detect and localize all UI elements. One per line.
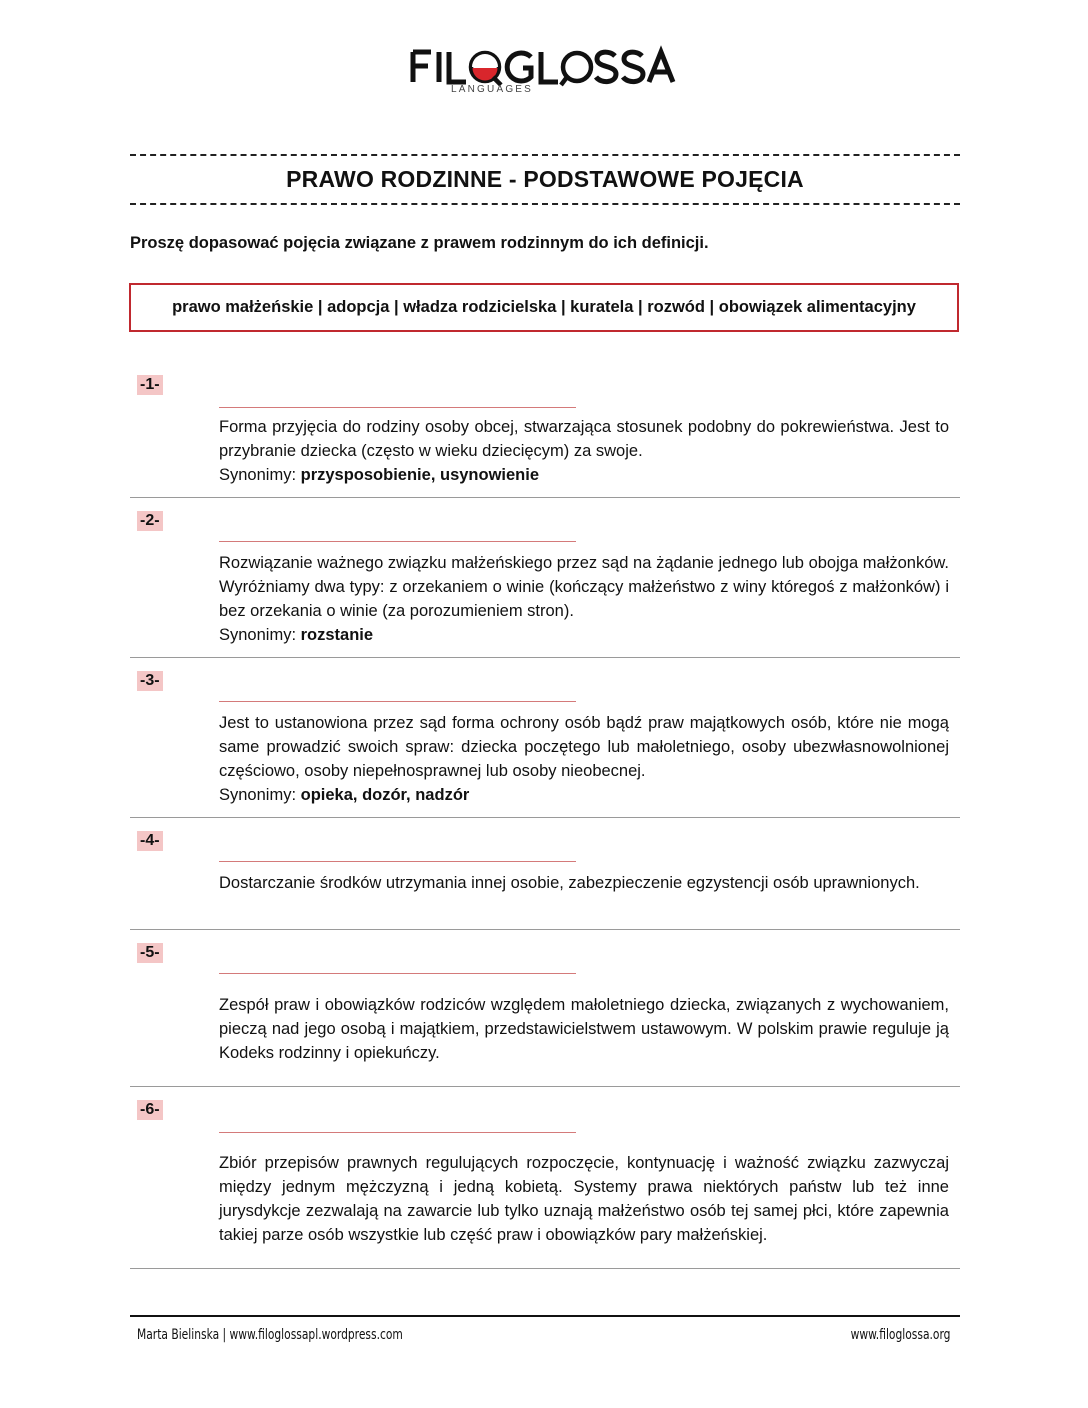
exercise-item-2: [130, 503, 960, 658]
item-definition: Jest to ustanowiona przez sąd forma ochrony osób bądź praw majątkowych osób, które nie mogą same prowadzić swoich spraw: dziecka poczętego lub małoletniego, osoby ubezwłasnowolnionej częściowo, osoby niepełnosprawnej lub osoby nieobecnej.: [219, 714, 949, 780]
item-number: -6-: [137, 1100, 163, 1120]
word-bank: [129, 283, 959, 332]
page-title: PRAWO RODZINNE - PODSTAWOWE POJĘCIA: [286, 166, 804, 192]
footer-author[interactable]: Marta Bielinska | www.filoglossapl.wordpress.com: [137, 1327, 403, 1343]
item-definition: Zbiór przepisów prawnych regulujących rozpoczęcie, kontynuację i ważność związku zazwyczaj między jednym mężczyzną i jedną kobietą. Systemy prawa niektórych państw lub też inne jurysdykcje zezwalają na zawarcie lub tylko uznają małżeństwo osób tej samej płci, które zapewnia takiej parze osób wszystkie lub część praw i obowiązków pary małżeńskiej.: [219, 1154, 949, 1244]
word-bank-text: prawo małżeńskie | adopcja | władza rodzicielska | kuratela | rozwód | obowiązek alimentacyjny: [172, 298, 916, 316]
filoglossa-logo-icon: [409, 40, 679, 100]
item-number: -4-: [137, 831, 163, 851]
synonyms-values: rozstanie: [300, 626, 374, 644]
instruction: Proszę dopasować pojęcia związane z prawem rodzinnym do ich definicji.: [130, 234, 709, 252]
item-definition: Dostarczanie środków utrzymania innej osobie, zabezpieczenie egzystencji osób uprawnionych.: [219, 874, 920, 892]
title-divider-bottom: [130, 203, 960, 205]
logo-brand: [0, 40, 1, 41]
exercise-item-5: [130, 935, 960, 1087]
item-definition: Rozwiązanie ważnego związku małżeńskiego przez sąd na żądanie jednego lub obojga małżonków. Wyróżniamy dwa typy: z orzekaniem o winie (kończący małżeństwo z winy któregoś z małżonków) i bez orzekania o winie (za porozumieniem stron).: [219, 554, 949, 620]
answer-blank-line[interactable]: [219, 861, 576, 862]
synonyms-label: Synonimy:: [219, 786, 297, 804]
footer-website-link[interactable]: www.filoglossa.org: [850, 1327, 950, 1343]
item-number: -3-: [137, 671, 163, 691]
answer-blank-line[interactable]: [219, 1132, 576, 1133]
item-number: -2-: [137, 511, 163, 531]
exercise-item-1: [130, 367, 960, 498]
synonyms-values: przysposobienie, usynowienie: [300, 466, 540, 484]
item-definition: Forma przyjęcia do rodziny osoby obcej, stwarzająca stosunek podobny do pokrewieństwa. Jest to przybranie dziecka (często w wieku dziecięcym) za swoje.: [219, 418, 949, 460]
synonyms-values: opieka, dozór, nadzór: [300, 786, 470, 804]
item-definition: Zespół praw i obowiązków rodziców względem małoletniego dziecka, związanych z wychowaniem, pieczą nad jego osobą i majątkiem, przedstawicielstwem ustawowym. W polskim prawie reguluje ją Kodeks rodzinny i opiekuńczy.: [219, 996, 949, 1062]
exercise-item-4: [130, 823, 960, 930]
synonyms-label: Synonimy:: [219, 466, 297, 484]
exercise-item-6: [130, 1092, 960, 1269]
item-synonyms: [219, 463, 539, 487]
footer-divider: [130, 1315, 960, 1317]
item-synonyms: [219, 623, 373, 647]
title-divider-top: [130, 154, 960, 156]
synonyms-label: Synonimy:: [219, 626, 297, 644]
item-number: -5-: [137, 943, 163, 963]
exercise-item-3: [130, 663, 960, 818]
logo: [0, 40, 1088, 100]
item-synonyms: [219, 783, 469, 807]
answer-blank-line[interactable]: [219, 973, 576, 974]
answer-blank-line[interactable]: [219, 701, 576, 702]
logo-tagline: LANGUAGES: [451, 84, 534, 95]
answer-blank-line[interactable]: [219, 407, 576, 408]
answer-blank-line[interactable]: [219, 541, 576, 542]
item-number: -1-: [137, 375, 163, 395]
